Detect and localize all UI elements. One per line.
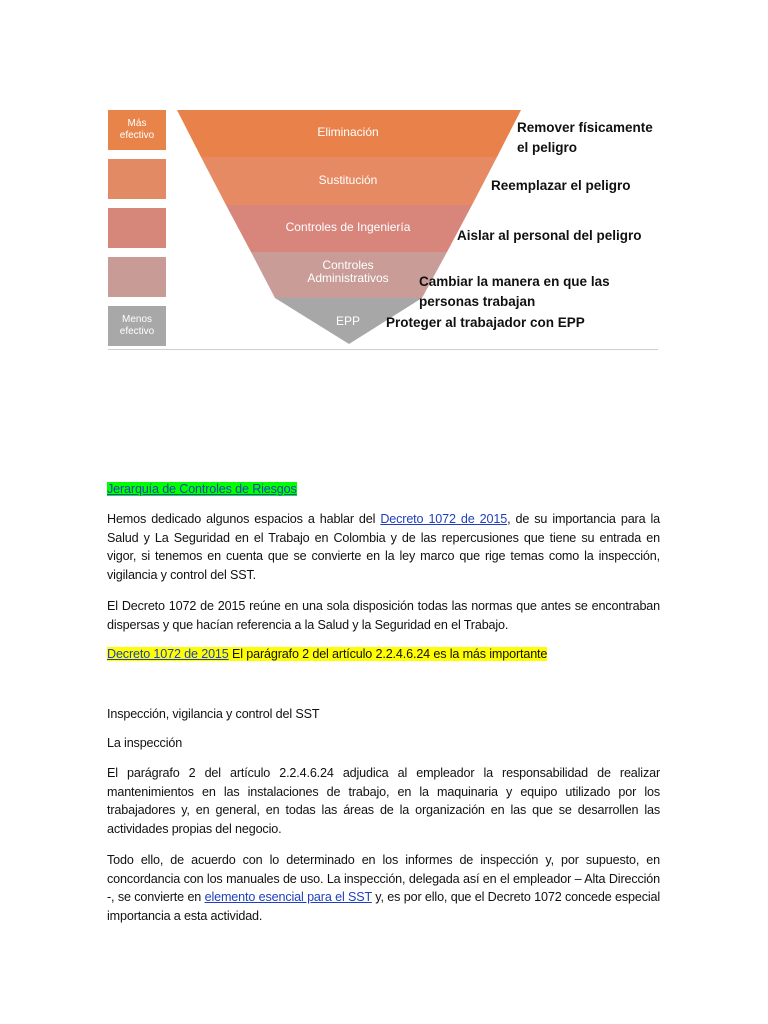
paragraph-text: Inspección, vigilancia y control del SST <box>107 707 320 721</box>
side-box-label: Menos efectivo <box>119 314 155 337</box>
subtitle-text: El parágrafo 2 del artículo 2.2.4.6.24 es la más importante <box>228 647 548 661</box>
paragraph-text: El parágrafo 2 del artículo 2.2.4.6.24 adjudica al empleador la responsabilidad de realizar mantenimientos en las instalaciones de trabajo, en la maquinaria y equipo utilizado por los trabajadores y, en general, en todas las áreas de la organización en las que se desarrollen las actividades propias del negocio. <box>107 766 660 836</box>
band-label-engineering: Controles de Ingeniería <box>285 220 411 234</box>
paragraph-inspection-delegation <box>107 851 660 925</box>
paragraph-text: El Decreto 1072 de 2015 reúne en una sola disposición todas las normas que antes se encontraban dispersas y que hacían referencia a la Salud y la Seguridad en el Trabajo. <box>107 599 660 632</box>
paragraph-paragraph2 <box>107 764 660 838</box>
side-box-label: Más efectivo <box>119 118 155 141</box>
highlighted-subtitle <box>107 645 660 664</box>
paragraph-text: Todo ello, de acuerdo con lo determinado en los informes de inspección y, por supuesto, en concordancia con los manuales de uso. La inspección, delegada así en el empleador – Alta Dirección -, se convierte en <box>107 853 660 904</box>
paragraph-text: Hemos dedicado algunos espacios a hablar del <box>107 512 381 526</box>
band-label-elimination: Eliminación <box>317 125 379 139</box>
risk-control-hierarchy-figure <box>108 110 658 350</box>
paragraph-intro <box>107 510 660 584</box>
band-label-substitution: Sustitución <box>318 173 378 187</box>
sst-element-link[interactable]: elemento esencial para el SST <box>204 890 372 904</box>
action-label-administrative: Cambiar la manera en que las personas trabajan <box>419 274 610 309</box>
action-label-engineering: Aislar al personal del peligro <box>457 228 642 243</box>
band-label-administrative: Controles Administrativos <box>307 258 389 285</box>
paragraph-decree <box>107 597 660 634</box>
subheading-inspection-control <box>107 705 660 724</box>
band-label-ppe: EPP <box>335 314 360 328</box>
paragraph-text: La inspección <box>107 736 183 750</box>
action-label-elimination: Remover físicamente el peligro <box>517 120 653 155</box>
action-label-substitution: Reemplazar el peligro <box>491 178 631 193</box>
heading-link[interactable]: Jerarquía de Controles de Riesgos <box>107 482 297 496</box>
section-heading <box>107 480 660 499</box>
paragraph-text: y, es por ello, que el Decreto 1072 concede especial importancia a esta actividad. <box>107 890 660 923</box>
subheading-inspection <box>107 734 660 753</box>
decreto-link-highlight[interactable]: Decreto 1072 de 2015 <box>107 647 229 661</box>
action-label-ppe: Proteger al trabajador con EPP <box>386 315 585 330</box>
figure-divider <box>108 349 658 350</box>
decreto-link[interactable]: Decreto 1072 de 2015 <box>380 512 508 526</box>
paragraph-text: , de su importancia para la Salud y La Seguridad en el Trabajo en Colombia y de las repercusiones que tiene su entrada en vigor, si tenemos en cuenta que se convierte en la ley marco que rige temas como la inspección, vigilancia y control del SST. <box>107 512 661 582</box>
